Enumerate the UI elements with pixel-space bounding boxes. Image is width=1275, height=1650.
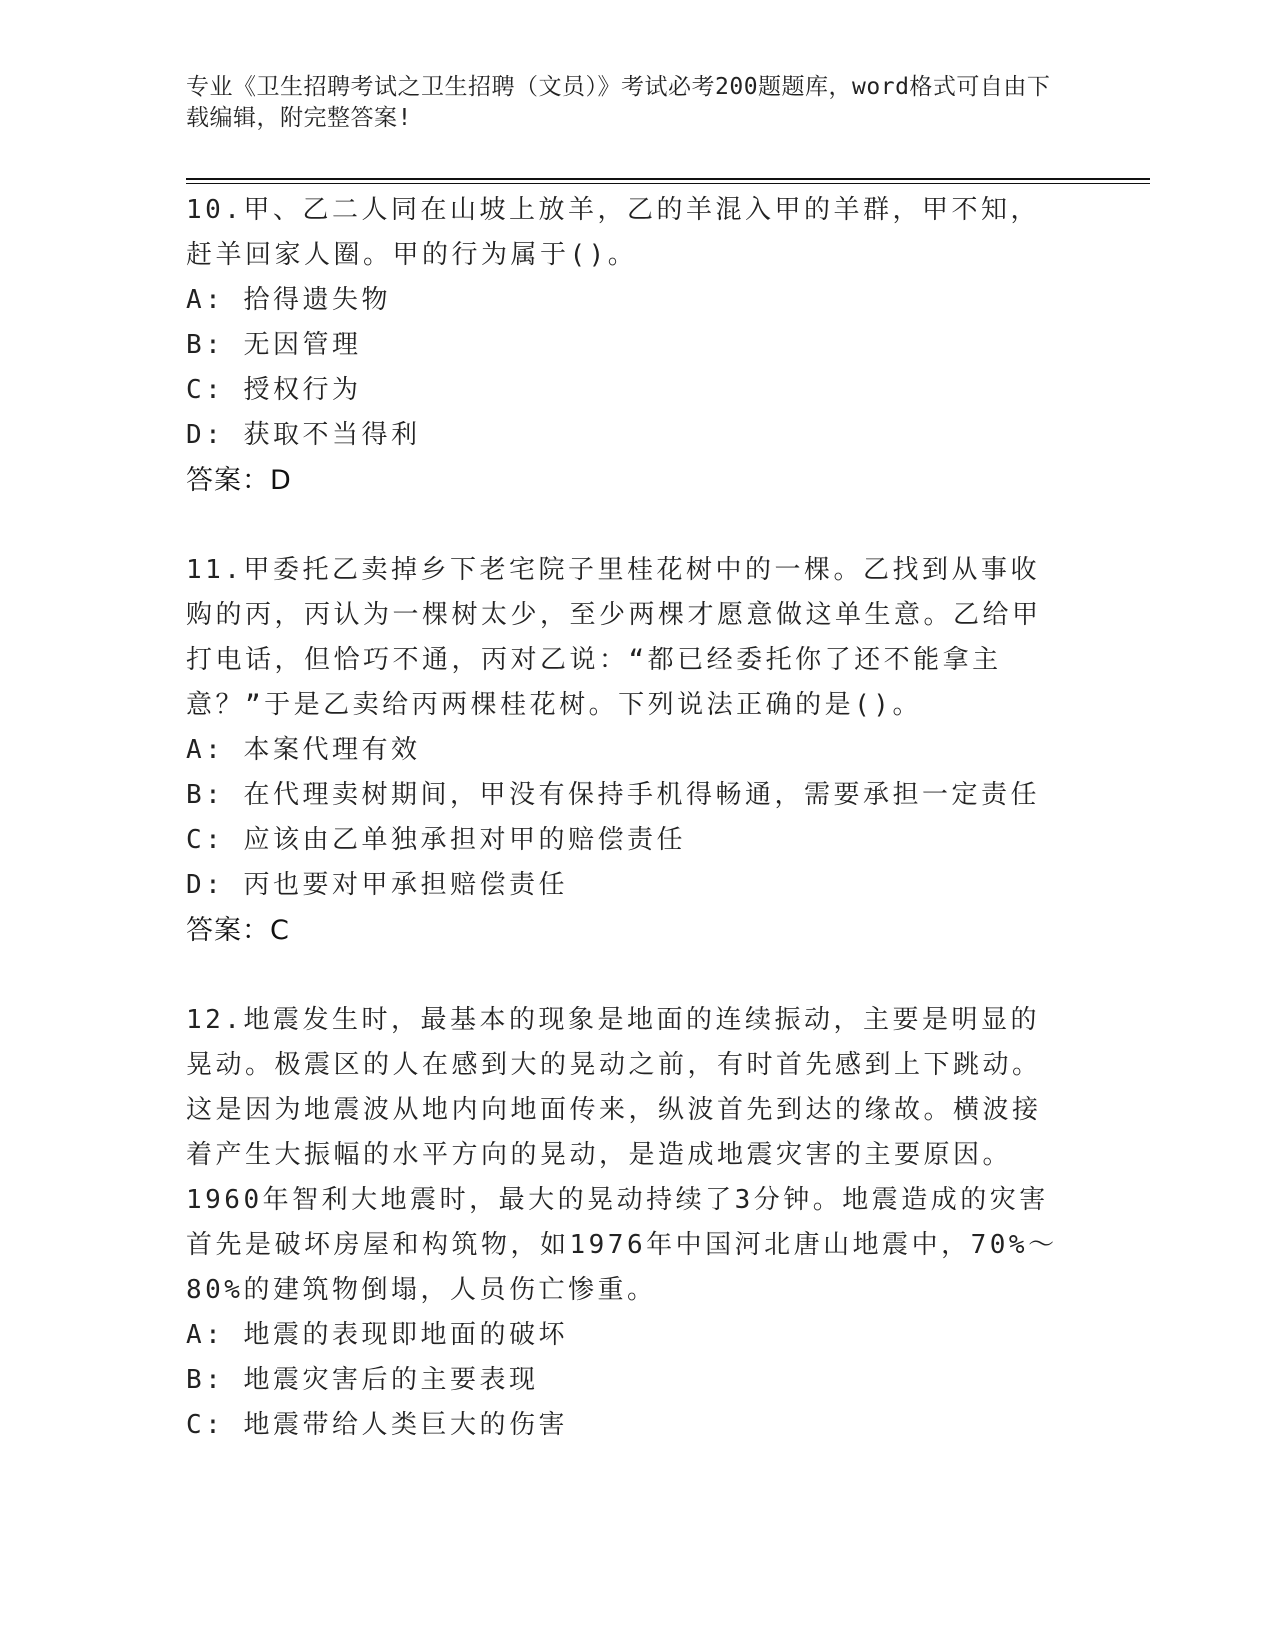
document-header: 专业《卫生招聘考试之卫生招聘（文员）》考试必考200题题库，word格式可自由下载编辑，附完整答案!	[186, 74, 1051, 131]
option-c: C: 应该由乙单独承担对甲的赔偿责任	[186, 825, 686, 855]
question-stem: 12.地震发生时，最基本的现象是地面的连续振动，主要是明显的晃动。极震区的人在感到大的晃动之前，有时首先感到上下跳动。这是因为地震波从地内向地面传来，纵波首先到达的缘故。横波接着产生大振幅的水平方向的晃动，是造成地震灾害的主要原因。1960年智利大地震时，最大的晃动持续了3分钟。地震造成的灾害首先是破坏房屋和构筑物，如1976年中国河北唐山地震中，70%～80%的建筑物倒塌，人员伤亡惨重。	[186, 1005, 1058, 1305]
header-rule-thin	[186, 183, 1150, 184]
question-list	[186, 188, 1066, 1493]
option-a: A: 地震的表现即地面的破坏	[186, 1320, 568, 1350]
question-stem: 10.甲、乙二人同在山坡上放羊，乙的羊混入甲的羊群，甲不知，赶羊回家人圈。甲的行为属于()。	[186, 195, 1040, 270]
option-b: B: 在代理卖树期间，甲没有保持手机得畅通，需要承担一定责任	[186, 780, 1040, 810]
answer-label: 答案：C	[186, 915, 290, 946]
option-b: B: 地震灾害后的主要表现	[186, 1365, 539, 1395]
question-12	[186, 998, 1066, 1448]
question-stem: 11.甲委托乙卖掉乡下老宅院子里桂花树中的一棵。乙找到从事收购的丙，丙认为一棵树太少，至少两棵才愿意做这单生意。乙给甲打电话，但恰巧不通，丙对乙说：“都已经委托你了还不能拿主意？”于是乙卖给丙两棵桂花树。下列说法正确的是()。	[186, 555, 1042, 720]
option-b: B: 无因管理	[186, 330, 362, 360]
question-11	[186, 548, 1066, 953]
answer-label: 答案：D	[186, 465, 292, 496]
option-d: D: 丙也要对甲承担赔偿责任	[186, 870, 568, 900]
option-a: A: 拾得遗失物	[186, 285, 391, 315]
option-a: A: 本案代理有效	[186, 735, 421, 765]
option-d: D: 获取不当得利	[186, 420, 421, 450]
option-c: C: 授权行为	[186, 375, 362, 405]
option-c: C: 地震带给人类巨大的伤害	[186, 1410, 568, 1440]
question-10	[186, 188, 1066, 503]
header-rule-thick	[186, 178, 1150, 180]
